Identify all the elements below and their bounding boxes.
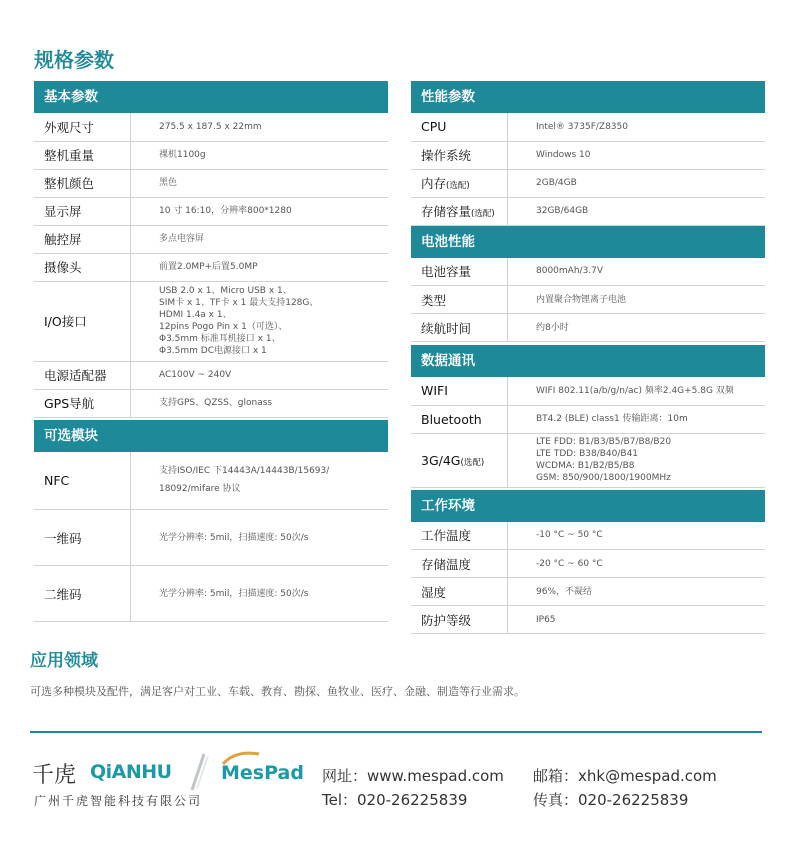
spec-value: USB 2.0 x 1、Micro USB x 1、 SIM卡 x 1、TF卡 x 1 最大支持128G、 HDMI 1.4a x 1、 12pins Pogo Pin x 1（可选）、 Φ3.5mm 标准耳机接口 x 1、 Φ3.5mm DC电源接口 x 1: [131, 281, 389, 361]
spec-row: [411, 258, 765, 286]
logo-slash-icon: [188, 752, 210, 792]
spec-key: I/O接口: [34, 281, 131, 361]
logo-qianhu-text: QiANHU: [90, 761, 172, 783]
spec-row: [34, 566, 388, 622]
spec-row: [411, 141, 765, 169]
spec-row: [411, 578, 765, 606]
spec-value: 约8小时: [508, 314, 766, 342]
spec-value: Windows 10: [508, 141, 766, 169]
spec-value: 多点电容屏: [131, 225, 389, 253]
environment-table: [411, 522, 765, 635]
battery-header: 电池性能: [411, 226, 765, 258]
spec-row: [411, 314, 765, 342]
spec-row: [34, 253, 388, 281]
spec-key: 类型: [411, 286, 508, 314]
spec-key-main: 内存: [421, 176, 447, 191]
spec-value: Intel® 3735F/Z8350: [508, 113, 766, 141]
logo-mespad-text: MesPad: [221, 762, 304, 784]
performance-table: [411, 113, 765, 226]
spec-key: 触控屏: [34, 225, 131, 253]
spec-row: [411, 113, 765, 141]
spec-row: [34, 452, 388, 510]
spec-key: NFC: [34, 452, 131, 510]
spec-key-note: (选配): [460, 457, 485, 468]
spec-row: [411, 197, 765, 225]
spec-value: -10 °C ~ 50 °C: [508, 522, 766, 550]
spec-value: 裸机1100g: [131, 141, 389, 169]
spec-value: 96%，不凝结: [508, 578, 766, 606]
spec-value: IP65: [508, 606, 766, 634]
spec-value: 2GB/4GB: [508, 169, 766, 197]
spec-value: 前置2.0MP+后置5.0MP: [131, 253, 389, 281]
spec-row: [34, 389, 388, 417]
website-text: 网址：www.mespad.com: [322, 767, 504, 785]
spec-value: 内置聚合物锂离子电池: [508, 286, 766, 314]
spec-value: -20 °C ~ 60 °C: [508, 550, 766, 578]
company-name: 广州千虎智能科技有限公司: [34, 794, 203, 808]
spec-key: [411, 169, 508, 197]
application-description: 可选多种模块及配件，满足客户对工业、车载、教育、勘探、鱼牧业、医疗、金融、制造等行业需求。: [30, 685, 525, 698]
spec-key: 二维码: [34, 566, 131, 622]
footer-divider: [30, 731, 762, 733]
spec-key: Bluetooth: [411, 405, 508, 433]
battery-table: [411, 258, 765, 343]
tel-text: Tel：020-26225839: [322, 791, 468, 809]
spec-key-main: 存储容量: [421, 204, 472, 219]
spec-row: [34, 141, 388, 169]
spec-key: 整机颜色: [34, 169, 131, 197]
spec-key: 湿度: [411, 578, 508, 606]
spec-row: [411, 286, 765, 314]
logo-chinese-text: 千虎: [32, 763, 77, 788]
spec-key-note: (选配): [471, 209, 495, 219]
spec-value: 10 寸 16:10，分辨率800*1280: [131, 197, 389, 225]
spec-key-note: (选配): [446, 181, 470, 191]
spec-key-main: 3G/4G: [421, 452, 461, 468]
spec-row: [411, 606, 765, 634]
spec-row: [411, 433, 765, 487]
optional-modules-table: [34, 452, 388, 623]
spec-key: 一维码: [34, 510, 131, 566]
spec-key: CPU: [411, 113, 508, 141]
spec-key: [411, 433, 508, 487]
spec-row: [411, 405, 765, 433]
spec-row: [411, 169, 765, 197]
spec-value: 光学分辨率: 5mil，扫描速度: 50次/s: [131, 510, 389, 566]
spec-row: [411, 550, 765, 578]
spec-key: 电池容量: [411, 258, 508, 286]
spec-row: [34, 281, 388, 361]
application-title: 应用领域: [30, 651, 98, 671]
spec-key: 防护等级: [411, 606, 508, 634]
spec-key: 电源适配器: [34, 361, 131, 389]
spec-value: 支持GPS、QZSS、glonass: [131, 389, 389, 417]
spec-key: 续航时间: [411, 314, 508, 342]
spec-key: 工作温度: [411, 522, 508, 550]
spec-key: 摄像头: [34, 253, 131, 281]
spec-key: [411, 197, 508, 225]
fax-text: 传真：020-26225839: [533, 791, 689, 809]
right-spec-column: [411, 81, 765, 634]
optional-modules-header: 可选模块: [34, 420, 388, 452]
spec-value: 支持ISO/IEC 下14443A/14443B/15693/ 18092/mifare 协议: [131, 452, 389, 510]
page-title: 规格参数: [34, 48, 114, 72]
spec-row: [34, 225, 388, 253]
spec-value: 8000mAh/3.7V: [508, 258, 766, 286]
environment-header: 工作环境: [411, 490, 765, 522]
left-spec-column: [34, 81, 388, 622]
spec-key: 显示屏: [34, 197, 131, 225]
spec-value: AC100V ~ 240V: [131, 361, 389, 389]
spec-row: [411, 522, 765, 550]
spec-row: [34, 510, 388, 566]
spec-value: 32GB/64GB: [508, 197, 766, 225]
spec-key: 存储温度: [411, 550, 508, 578]
spec-key: 整机重量: [34, 141, 131, 169]
basic-params-header: 基本参数: [34, 81, 388, 113]
spec-row: [34, 361, 388, 389]
spec-row: [34, 197, 388, 225]
spec-value: 黑色: [131, 169, 389, 197]
basic-params-table: [34, 113, 388, 418]
spec-key: 外观尺寸: [34, 113, 131, 141]
spec-value: LTE FDD: B1/B3/B5/B7/B8/B20 LTE TDD: B38/B40/B41 WCDMA: B1/B2/B5/B8 GSM: 850/900/1800/1900MHz: [508, 433, 766, 487]
spec-value: BT4.2 (BLE) class1 传输距离：10m: [508, 405, 766, 433]
spec-key: GPS导航: [34, 389, 131, 417]
performance-header: 性能参数: [411, 81, 765, 113]
spec-value: 光学分辨率: 5mil，扫描速度: 50次/s: [131, 566, 389, 622]
spec-row: [411, 377, 765, 405]
spec-row: [34, 169, 388, 197]
spec-value: 275.5 x 187.5 x 22mm: [131, 113, 389, 141]
spec-value: WIFI 802.11(a/b/g/n/ac) 频率2.4G+5.8G 双频: [508, 377, 766, 405]
spec-key: WIFI: [411, 377, 508, 405]
spec-row: [34, 113, 388, 141]
data-comm-header: 数据通讯: [411, 345, 765, 377]
spec-key: 操作系统: [411, 141, 508, 169]
email-text: 邮箱：xhk@mespad.com: [533, 767, 717, 785]
data-comm-table: [411, 377, 765, 488]
